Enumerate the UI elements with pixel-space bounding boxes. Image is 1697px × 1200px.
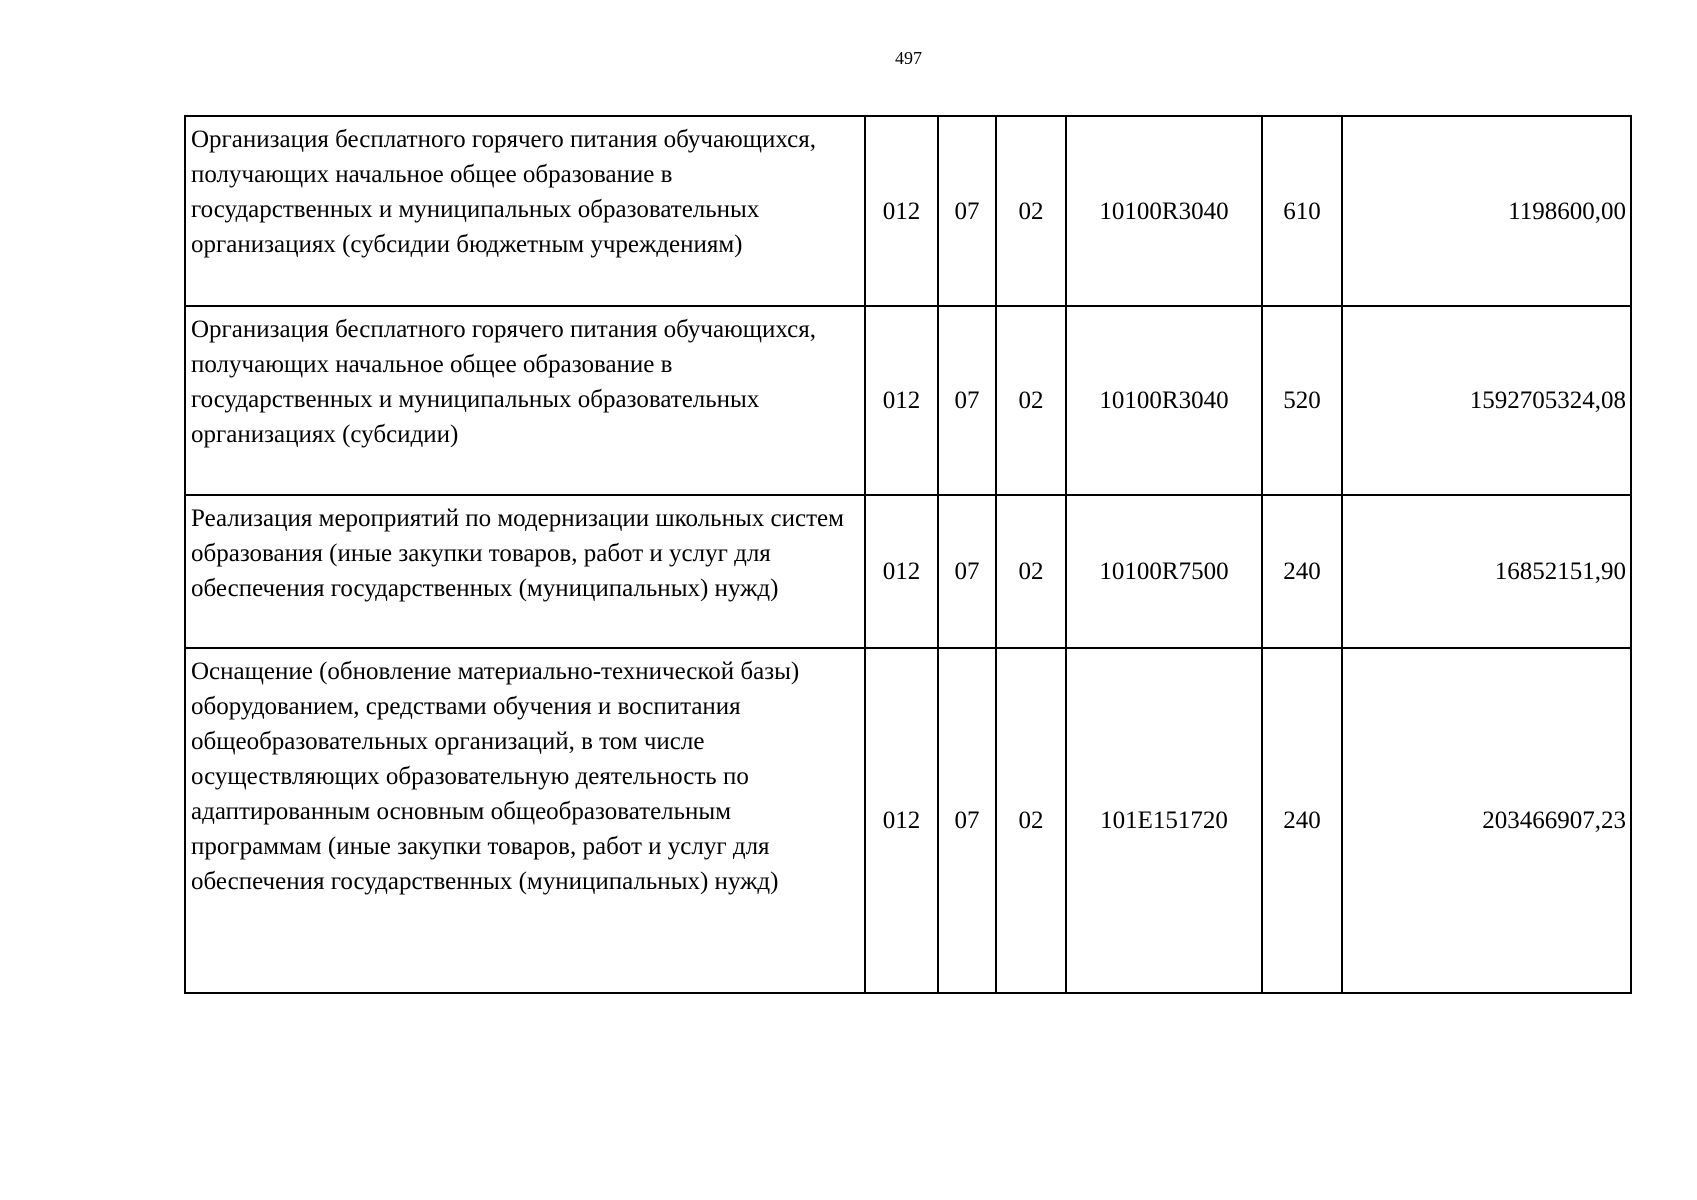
row-amount: 16852151,90 <box>1342 495 1631 648</box>
row-section-code: 07 <box>938 116 996 306</box>
row-description: Оснащение (обновление материально-технической базы) оборудованием, средствами обучения и воспитания общеобразовательных организаций, в том числе осуществляющих образовательную деятельность по адаптированным основным общеобразовательным программам (иные закупки товаров, работ и услуг для обеспечения государственных (муниципальных) нужд) <box>185 648 865 993</box>
row-expense-type: 610 <box>1262 116 1342 306</box>
row-ministry-code: 012 <box>865 306 938 495</box>
table-row <box>185 306 1631 495</box>
row-section-code: 07 <box>938 306 996 495</box>
row-subsection-code: 02 <box>996 116 1066 306</box>
table-row <box>185 495 1631 648</box>
row-section-code: 07 <box>938 648 996 993</box>
row-ministry-code: 012 <box>865 495 938 648</box>
row-subsection-code: 02 <box>996 648 1066 993</box>
budget-table <box>184 115 1632 994</box>
row-ministry-code: 012 <box>865 648 938 993</box>
row-subsection-code: 02 <box>996 306 1066 495</box>
row-expense-type: 240 <box>1262 495 1342 648</box>
page-number: 497 <box>895 48 922 68</box>
row-description: Организация бесплатного горячего питания обучающихся, получающих начальное общее образование в государственных и муниципальных образовательных организациях (субсидии) <box>185 306 865 495</box>
row-ministry-code: 012 <box>865 116 938 306</box>
row-amount: 1592705324,08 <box>1342 306 1631 495</box>
row-expense-type: 520 <box>1262 306 1342 495</box>
row-description: Реализация мероприятий по модернизации школьных систем образования (иные закупки товаров, работ и услуг для обеспечения государственных (муниципальных) нужд) <box>185 495 865 648</box>
row-target-article: 101E151720 <box>1066 648 1262 993</box>
row-amount: 1198600,00 <box>1342 116 1631 306</box>
row-target-article: 10100R3040 <box>1066 306 1262 495</box>
row-target-article: 10100R3040 <box>1066 116 1262 306</box>
row-target-article: 10100R7500 <box>1066 495 1262 648</box>
row-description: Организация бесплатного горячего питания обучающихся, получающих начальное общее образование в государственных и муниципальных образовательных организациях (субсидии бюджетным учреждениям) <box>185 116 865 306</box>
row-expense-type: 240 <box>1262 648 1342 993</box>
row-subsection-code: 02 <box>996 495 1066 648</box>
table-row <box>185 648 1631 993</box>
table-row <box>185 116 1631 306</box>
row-amount: 203466907,23 <box>1342 648 1631 993</box>
row-section-code: 07 <box>938 495 996 648</box>
